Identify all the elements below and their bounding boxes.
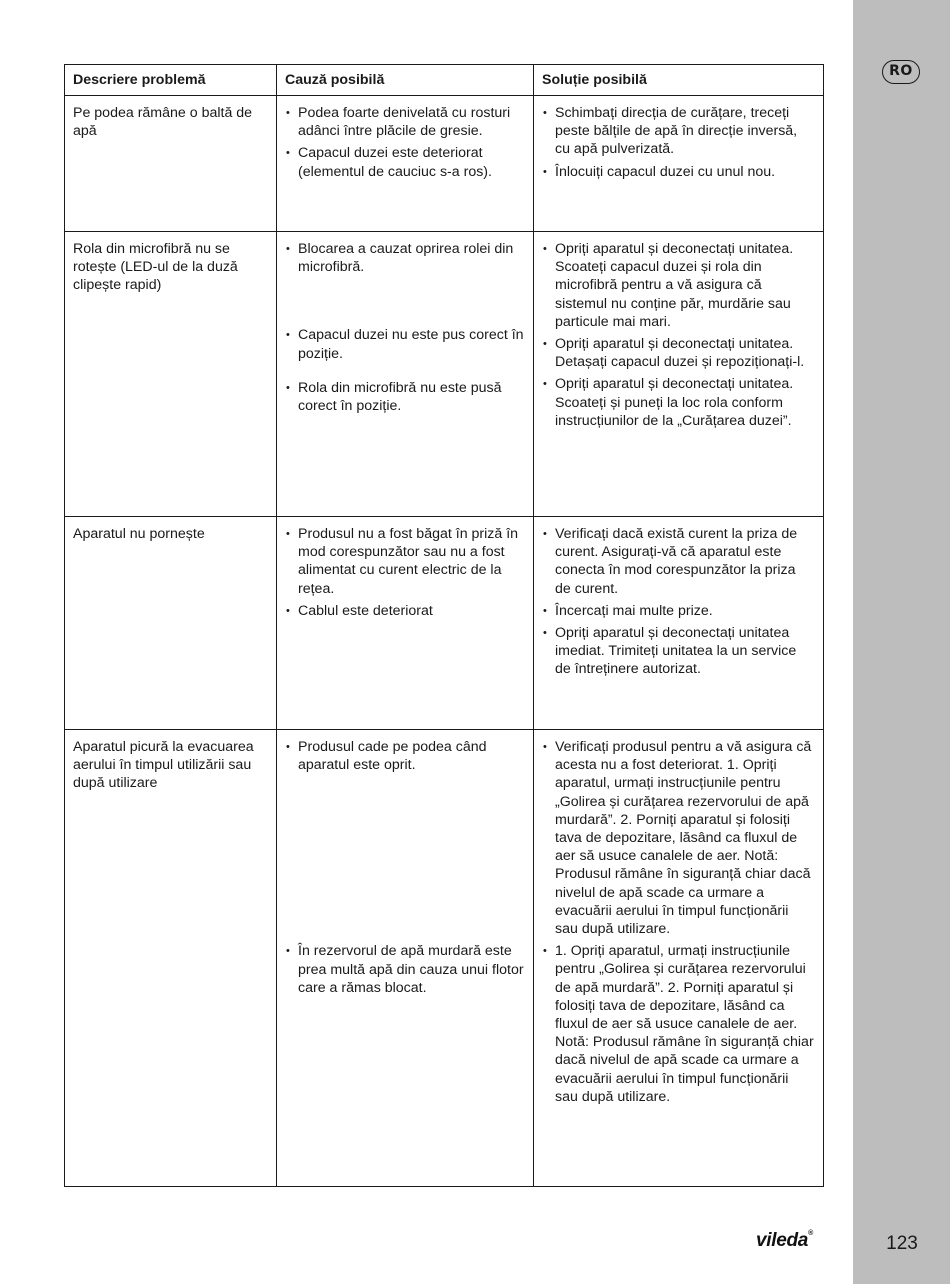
problem-cell: Rola din microfibră nu se rotește (LED-ul de la duză clipește rapid) bbox=[65, 232, 277, 517]
header-cause: Cauză posibilă bbox=[277, 65, 534, 96]
solution-item: • Opriți aparatul și deconectați unitatea. Scoateți și puneți la loc rola conform instrucțiunilor de la „Curățarea duzei”. bbox=[542, 375, 815, 430]
solution-cell bbox=[534, 96, 824, 232]
cause-item: • Podea foarte denivelată cu rosturi adânci între plăcile de gresie. bbox=[285, 104, 525, 140]
vileda-logo bbox=[756, 1230, 813, 1252]
solution-item: • Schimbați direcția de curățare, treceți peste bălțile de apă în direcție inversă, cu apă pulverizată. bbox=[542, 104, 815, 159]
problem-cell: Aparatul nu pornește bbox=[65, 517, 277, 730]
cause-item: • Produsul nu a fost băgat în priză în mod corespunzător sau nu a fost alimentat cu curent electric de la rețea. bbox=[285, 525, 525, 598]
solution-item: • Opriți aparatul și deconectați unitatea imediat. Trimiteți unitatea la un service de întreținere autorizat. bbox=[542, 624, 815, 679]
cause-cell bbox=[277, 232, 534, 517]
solution-item: • Verificați produsul pentru a vă asigura că acesta nu a fost deteriorat. 1. Opriți aparatul, urmați instrucțiunile pentru „Golirea și curățarea rezervorului de apă murdară”. 2. Porniți aparatul și folosiți tava de depozitare, lăsând ca fluxul de aer să usuce canalele de aer. Notă: Produsul rămâne în siguranță chiar dacă nivelul de apă scade ca urmare a evacuării aerului în timpul funcționării sau după utilizare. bbox=[542, 738, 815, 938]
cause-item: • Rola din microfibră nu este pusă corect în poziție. bbox=[285, 379, 525, 415]
solution-cell bbox=[534, 232, 824, 517]
solution-item: • Opriți aparatul și deconectați unitatea. Scoateți capacul duzei și rola din microfibră pentru a vă asigura că sistemul nu conține păr, murdărie sau particule mai mari. bbox=[542, 240, 815, 331]
language-badge: RO bbox=[882, 60, 920, 84]
solution-item: • Verificați dacă există curent la priza de curent. Asigurați-vă că aparatul este conecta în mod corespunzător la priza de curent. bbox=[542, 525, 815, 598]
cause-item: • În rezervorul de apă murdară este prea multă apă din cauza unui flotor care a rămas blocat. bbox=[285, 942, 525, 997]
solution-item: • Opriți aparatul și deconectați unitatea. Detașați capacul duzei și repoziționați-l. bbox=[542, 335, 815, 371]
table-header-row bbox=[65, 65, 824, 96]
solution-item: • Înlocuiți capacul duzei cu unul nou. bbox=[542, 163, 815, 181]
solution-cell bbox=[534, 517, 824, 730]
cause-item: • Produsul cade pe podea când aparatul este oprit. bbox=[285, 738, 525, 774]
cause-item: • Blocarea a cauzat oprirea rolei din microfibră. bbox=[285, 240, 525, 276]
cause-cell bbox=[277, 517, 534, 730]
table-row bbox=[65, 730, 824, 1187]
header-solution: Soluție posibilă bbox=[534, 65, 824, 96]
cause-item: • Cablul este deteriorat bbox=[285, 602, 525, 620]
solution-item: • Încercați mai multe prize. bbox=[542, 602, 815, 620]
side-band bbox=[853, 0, 950, 1284]
table-row bbox=[65, 232, 824, 517]
header-problem: Descriere problemă bbox=[65, 65, 277, 96]
solution-cell bbox=[534, 730, 824, 1187]
cause-cell bbox=[277, 96, 534, 232]
logo-text: vileda bbox=[756, 1230, 809, 1251]
problem-cell: Pe podea rămâne o baltă de apă bbox=[65, 96, 277, 232]
table-row bbox=[65, 96, 824, 232]
cause-item: • Capacul duzei nu este pus corect în poziție. bbox=[285, 326, 525, 362]
logo-reg-mark: ® bbox=[808, 1230, 813, 1237]
cause-cell bbox=[277, 730, 534, 1187]
table-row bbox=[65, 517, 824, 730]
solution-item: • 1. Opriți aparatul, urmați instrucțiunile pentru „Golirea și curățarea rezervorului de apă murdară”. 2. Porniți aparatul și folosiți tava de depozitare, lăsând ca fluxul de aer să usuce canalele de aer. Notă: Produsul rămâne în siguranță chiar dacă nivelul de apă scade ca urmare a evacuării aerului în timpul funcționării sau după utilizare. bbox=[542, 942, 815, 1106]
problem-cell: Aparatul picură la evacuarea aerului în timpul utilizării sau după utilizare bbox=[65, 730, 277, 1187]
page-number: 123 bbox=[886, 1233, 918, 1254]
troubleshooting-table bbox=[64, 64, 824, 1187]
cause-item: • Capacul duzei este deteriorat (elementul de cauciuc s-a ros). bbox=[285, 144, 525, 180]
